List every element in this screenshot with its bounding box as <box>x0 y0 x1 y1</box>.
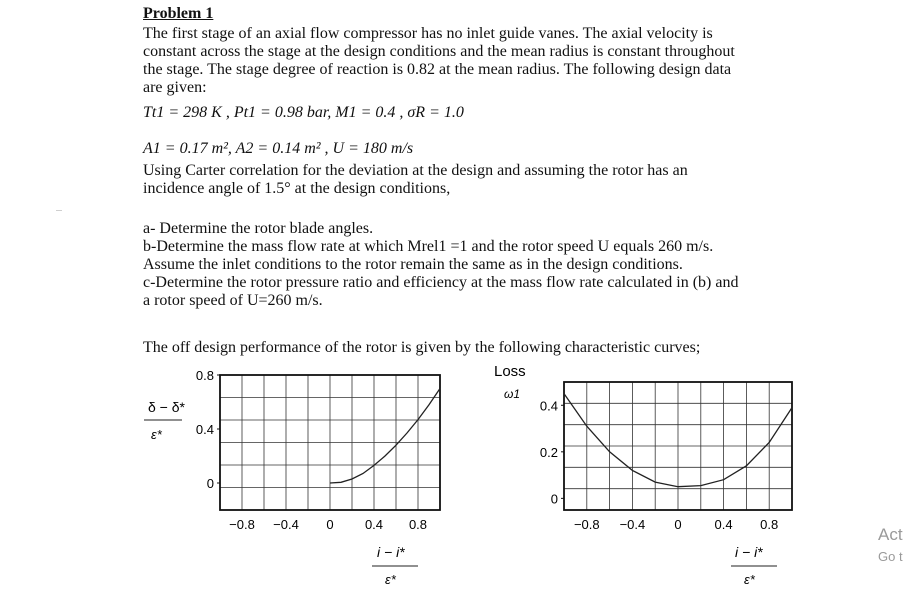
y-tick-label: 0.4 <box>195 422 214 437</box>
task-b: b-Determine the mass flow rate at which Mrel1 =1 and the rotor speed U equals 260 m/s. <box>143 238 714 255</box>
design-data-line-2: A1 = 0.17 m², A2 = 0.14 m² , U = 180 m/s <box>143 140 414 157</box>
figure-caption: The off design performance of the rotor is given by the following characteristic curves; <box>143 339 701 356</box>
deviation-chart-grid <box>220 375 440 510</box>
y-tick-label: 0 <box>550 491 558 507</box>
activate-watermark-line2: Go t <box>878 549 903 564</box>
tasks-list <box>143 220 793 310</box>
x-tick-label: 0.4 <box>364 517 384 532</box>
loss-ylabel: ω1 <box>504 387 521 401</box>
loss-chart-title: Loss <box>494 363 526 380</box>
deviation-ylabel-bottom: ε* <box>151 427 162 442</box>
loss-chart-grid <box>564 382 792 510</box>
task-c: c-Determine the rotor pressure ratio and efficiency at the mass flow rate calculated in (b) and <box>143 274 739 291</box>
intro-line: the stage. The stage degree of reaction is 0.82 at the mean radius. The following design data <box>143 61 732 78</box>
loss-xlabel-bottom: ε* <box>744 572 755 587</box>
y-tick-label: 0.4 <box>539 398 558 414</box>
intro-line: constant across the stage at the design conditions and the mean radius is constant throughout <box>143 43 735 60</box>
activate-watermark-line1: Act <box>878 525 903 544</box>
scan-mark <box>56 210 62 211</box>
intro-paragraph <box>143 25 793 97</box>
task-c-cont: a rotor speed of U=260 m/s. <box>143 292 323 309</box>
deviation-xlabel-top: i − i* <box>377 544 405 560</box>
task-b-cont: Assume the inlet conditions to the rotor remain the same as in the design conditions. <box>143 256 683 273</box>
problem-heading: Problem 1 <box>143 5 214 22</box>
deviation-curve <box>330 389 440 484</box>
intro-line: are given: <box>143 79 207 96</box>
x-tick-label: −0.4 <box>619 517 646 532</box>
x-tick-label: 0.8 <box>760 517 779 532</box>
y-tick-label: 0.2 <box>539 444 558 460</box>
loss-x-ticks <box>574 517 778 532</box>
loss-xlabel-top: i − i* <box>735 544 763 560</box>
carter-line: incidence angle of 1.5° at the design conditions, <box>143 180 451 197</box>
x-tick-label: 0 <box>674 517 682 532</box>
intro-line: The first stage of an axial flow compressor has no inlet guide vanes. The axial velocity is <box>143 25 713 42</box>
x-tick-label: 0 <box>326 517 334 532</box>
carter-line: Using Carter correlation for the deviation at the design and assuming the rotor has an <box>143 162 688 179</box>
loss-y-ticks <box>540 398 564 506</box>
deviation-chart <box>140 362 470 592</box>
y-tick-label: 0.8 <box>195 368 214 383</box>
x-tick-label: −0.4 <box>273 517 299 532</box>
deviation-xlabel-bottom: ε* <box>385 572 396 587</box>
deviation-ylabel-top: δ − δ* <box>148 399 185 415</box>
task-a: a- Determine the rotor blade angles. <box>143 220 374 237</box>
y-tick-label: 0 <box>206 476 214 491</box>
x-tick-label: 0.8 <box>408 517 428 532</box>
x-tick-label: 0.4 <box>714 517 733 532</box>
deviation-y-ticks <box>196 368 220 491</box>
loss-chart <box>482 362 812 592</box>
design-data-line-1: Tt1 = 298 K , Pt1 = 0.98 bar, M1 = 0.4 , σR = 1.0 <box>143 104 464 121</box>
x-tick-label: −0.8 <box>573 517 600 532</box>
carter-paragraph <box>143 162 793 198</box>
deviation-x-ticks <box>229 517 427 532</box>
x-tick-label: −0.8 <box>229 517 255 532</box>
